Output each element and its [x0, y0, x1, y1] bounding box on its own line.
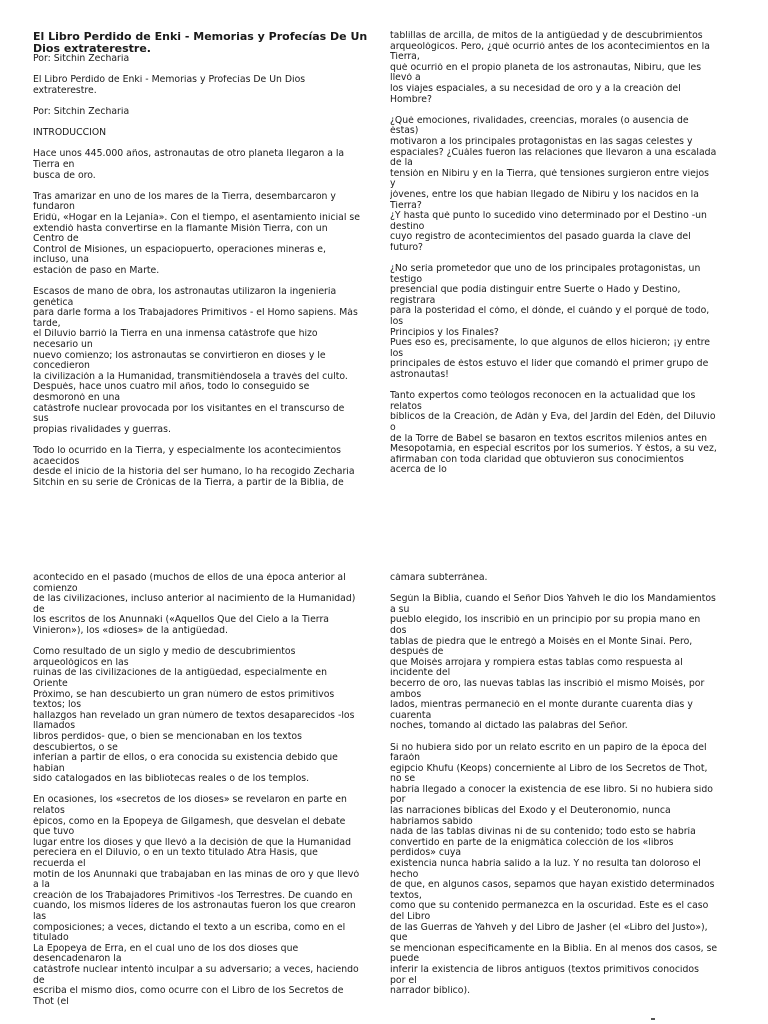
- text-line: fundaron: [33, 202, 75, 213]
- text-line: perdidos» cuya: [390, 848, 462, 859]
- text-line: astronautas!: [390, 370, 449, 380]
- text-line: que: [390, 933, 408, 944]
- text-line: convertido en parte de la enigmática colección de los «libros: [390, 837, 674, 848]
- text-line: Control de Misiones, un espaciopuerto, operaciones mineras e,: [33, 244, 326, 255]
- text-line: Tierra?: [390, 200, 422, 211]
- text-line: pereciera en el Diluvio, o en un texto titulado Atra Hasis, que: [33, 848, 318, 859]
- text-line: Tierra en: [33, 159, 75, 170]
- text-line: lugar entre los dioses y que llevó a la decisión de que la Humanidad: [33, 837, 352, 848]
- text-line: Pues eso es, precisamente, lo que algunos de ellos hicieron; ¡y entre: [390, 338, 711, 349]
- text-line: épicos, como en la Epopeya de Gilgamesh, que desvelan el debate: [33, 816, 346, 827]
- text-line: de las civilizaciones, incluso anterior al nacimiento de la Humanidad): [33, 594, 356, 605]
- paragraph: [33, 795, 373, 1007]
- text-line: Mesopotamia, en especial escritos por los sumerios. Y éstos, a su vez,: [390, 444, 717, 455]
- text-line: hallazgos han revelado un gran número de textos desaparecidos -los: [33, 710, 355, 721]
- text-line: los escritos de los Anunnaki («Aquellos Que del Cielo a la Tierra: [33, 615, 329, 626]
- text-line: En ocasiones, los «secretos de los dioses» se revelaron en parte en: [33, 795, 347, 806]
- text-line: nuevo comienzo; los astronautas se convirtieron en dioses y le: [33, 350, 326, 361]
- text-line: como que su contenido permanezca en la oscuridad. Éste es el caso: [390, 901, 709, 912]
- text-line: motín de los Anunnaki que trabajaban en las minas de oro y que llevó: [33, 869, 360, 880]
- paragraph: [390, 31, 730, 105]
- text-line: nada de las tablas divinas ni de su contenido; todo esto se habría: [390, 827, 696, 838]
- text-line: pueblo elegido, los inscribió en un principio por su propia mano en: [390, 615, 701, 626]
- paragraph: [33, 128, 373, 139]
- text-line: no se: [390, 774, 416, 785]
- text-line: sido catalogados en las bibliotecas reales o de los templos.: [33, 774, 310, 785]
- text-line: Todo lo ocurrido en la Tierra, y especialmente los acontecimientos: [33, 445, 341, 456]
- text-line: noches, tomando al dictado las palabras del Señor.: [390, 721, 628, 732]
- text-line: ¿Y hasta qué punto lo sucedido vino determinado por el Destino -un: [390, 211, 707, 222]
- text-line: los: [390, 348, 404, 359]
- text-line: libros perdidos- que, o bien se mencionaban en los textos: [33, 731, 302, 742]
- paragraph: [390, 116, 730, 254]
- text-line: Después, hace unos cuatro mil años, todo lo conseguido se: [33, 382, 310, 393]
- text-line: Centro de: [33, 234, 79, 245]
- text-line: desencadenaron la: [33, 954, 122, 965]
- text-line: hecho: [390, 869, 419, 880]
- text-line: registrara: [390, 295, 436, 306]
- text-line: los: [390, 317, 404, 328]
- page-edge-mark: [651, 1018, 655, 1020]
- title-line: El Libro Perdido de Enki - Memorias y Profecías De Un: [33, 31, 368, 43]
- text-line: concedieron: [33, 361, 90, 372]
- text-line: Como resultado de un siglo y medio de descubrimientos: [33, 647, 296, 658]
- text-line: relatos: [33, 806, 65, 817]
- text-line: cuyo registro de acontecimientos del pasado guarda la clave del: [390, 232, 691, 243]
- text-line: lados, mientras permaneció en el monte durante cuarenta días y: [390, 700, 693, 711]
- text-line: faraón: [390, 753, 421, 764]
- text-line: Oriente: [33, 678, 68, 689]
- text-line: la civilización a la Humanidad, transmitiéndosela a través del culto.: [33, 371, 348, 382]
- text-line: por el: [390, 975, 417, 986]
- text-line: egipcio Khufu (Keops) concerniente al Libro de los Secretos de Thot,: [390, 763, 708, 774]
- text-line: futuro?: [390, 242, 423, 253]
- text-line: busca de oro.: [33, 170, 96, 181]
- text-line: se mencionan específicamente en la Biblia. En al menos dos casos, se: [390, 943, 718, 954]
- text-line: INTRODUCCIÓN: [33, 128, 107, 139]
- paragraph: [33, 573, 373, 637]
- text-line: acontecido en el pasado (muchos de ellos de una época anterior al: [33, 573, 346, 583]
- paragraph: [390, 391, 730, 476]
- text-line: de la Torre de Babel se basaron en textos escritos milenios antes en: [390, 433, 708, 444]
- text-line: de las Guerras de Yahveh y del Libro de Jasher (el «Libro del Justo»),: [390, 922, 708, 933]
- text-line: extendió hasta convertirse en la flamante Misión Tierra, con un: [33, 223, 328, 234]
- text-line: Thot (el: [33, 996, 69, 1007]
- text-line: arqueológicos en las: [33, 657, 129, 668]
- paragraph: [390, 743, 730, 997]
- text-line: narrador bíblico).: [390, 986, 471, 997]
- text-line: textos; los: [33, 700, 82, 711]
- text-line: tensión en Nibiru y en la Tierra, qué tensiones surgieron entre viejos: [390, 168, 709, 179]
- text-line: del Libro: [390, 912, 431, 922]
- text-line: los viajes espaciales, a su necesidad de oro y a la creación del: [390, 83, 681, 94]
- page-1-column-right: [390, 31, 730, 487]
- text-line: sus: [33, 414, 49, 425]
- text-line: habríamos sabido: [390, 816, 473, 827]
- paragraph: [33, 107, 373, 118]
- text-line: de: [33, 975, 45, 986]
- paragraph: [390, 594, 730, 732]
- text-line: Principios y los Finales?: [390, 327, 499, 338]
- text-line: Si no hubiera sido por un relato escrito en un papiro de la época del: [390, 742, 707, 753]
- text-line: dos: [390, 625, 407, 636]
- text-line: creación de los Trabajadores Primitivos -los Terrestres. De cuando en: [33, 890, 353, 901]
- text-line: presencial que podía distinguir entre Suerte o Hado y Destino,: [390, 285, 681, 296]
- text-line: cámara subterránea.: [390, 573, 488, 583]
- text-line: relatos: [390, 401, 422, 412]
- text-line: para la posteridad el cómo, el dónde, el cuándo y el porqué de todo,: [390, 306, 710, 317]
- text-line: ruinas de las civilizaciones de la antigüedad, especialmente en: [33, 668, 327, 679]
- text-line: necesario un: [33, 340, 93, 351]
- text-line: de: [33, 604, 45, 615]
- text-line: Sitchin en su serie de Crónicas de la Tierra, a partir de la Biblia, de: [33, 477, 344, 488]
- page-2-column-right: [390, 573, 730, 1007]
- page-1-column-left: [33, 31, 373, 499]
- text-line: desde el inicio de la historia del ser humano, lo ha recogido Zecharia: [33, 467, 355, 478]
- text-line: composiciones; a veces, dictando el texto a un escriba, como en el: [33, 922, 346, 933]
- text-line: descubiertos, o se: [33, 742, 118, 753]
- text-line: recuerda el: [33, 859, 86, 870]
- text-line: Tras amarizar en uno de los mares de la Tierra, desembarcaron y: [33, 191, 336, 202]
- text-line: inferir la existencia de libros antiguos (textos primitivos conocidos: [390, 964, 699, 975]
- text-line: el Diluvio barrió la Tierra en una inmensa catástrofe que hizo: [33, 329, 318, 340]
- text-line: estación de paso en Marte.: [33, 265, 160, 276]
- text-line: genética: [33, 297, 74, 308]
- paragraph: [390, 573, 730, 584]
- text-line: espaciales? ¿Cuáles fueron las relaciones que llevaron a una escalada: [390, 147, 717, 158]
- text-line: afirmaban con toda claridad que obtuvieron sus conocimientos: [390, 454, 684, 465]
- text-line: Hace unos 445.000 años, astronautas de otro planeta llegaron a la: [33, 149, 345, 160]
- text-line: catástrofe nuclear provocada por los visitantes en el transcurso de: [33, 403, 345, 414]
- paragraph: [33, 54, 373, 65]
- text-line: destino: [390, 221, 425, 232]
- text-line: ¿No sería prometedor que uno de los principales protagonistas, un: [390, 264, 701, 275]
- text-line: a la: [33, 880, 50, 891]
- text-line: habría llegado a conocer la existencia de ese libro. Si no hubiera sido: [390, 784, 713, 795]
- paragraph: [33, 192, 373, 277]
- text-line: incluso, una: [33, 255, 89, 266]
- text-line: Tierra,: [390, 52, 420, 63]
- text-line: La Epopeya de Erra, en el cual uno de los dos dioses que: [33, 943, 299, 954]
- text-line: de que, en algunos casos, sepamos que hayan existido determinados: [390, 880, 715, 891]
- paragraph: [33, 287, 373, 435]
- paragraph: [33, 647, 373, 785]
- text-line: tablillas de arcilla, de mitos de la antigüedad y de descubrimientos: [390, 31, 703, 41]
- text-line: de la: [390, 158, 413, 169]
- text-line: tablas de piedra que le entregó a Moisés en el Monte Sinaí. Pero,: [390, 636, 693, 647]
- text-line: Tanto expertos como teólogos reconocen en la actualidad que los: [390, 391, 696, 402]
- text-line: éstas): [390, 126, 419, 137]
- text-line: Por: Sitchin Zecharia: [33, 106, 130, 117]
- text-line: o: [390, 422, 396, 433]
- text-line: que tuvo: [33, 827, 75, 838]
- paragraph: [33, 149, 373, 181]
- text-line: habían: [33, 763, 65, 774]
- text-line: desmoronó en una: [33, 393, 121, 403]
- text-line: Eridú, «Hogar en la Lejanía». Con el tiempo, el asentamiento inicial se: [33, 212, 360, 223]
- text-line: las narraciones bíblicas del Éxodo y el Deuteronomio, nunca: [390, 806, 671, 817]
- text-line: existencia nunca habría salido a la luz. Y no resulta tan doloroso el: [390, 859, 701, 870]
- text-line: ambos: [390, 689, 422, 700]
- text-line: propias rivalidades y guerras.: [33, 424, 171, 435]
- text-line: catástrofe nuclear intentó inculpar a su adversario; a veces, haciendo: [33, 964, 359, 975]
- text-line: inferían a partir de ellos, o era conocida su existencia debido que: [33, 753, 338, 764]
- text-line: escriba el mismo dios, como ocurre con el Libro de los Secretos de: [33, 986, 344, 997]
- text-line: que Moisés arrojara y rompiera estas tablas como respuesta al: [390, 657, 683, 668]
- text-line: y: [390, 179, 396, 190]
- title-line: Dios extraterestre.: [33, 42, 151, 54]
- document-title: [33, 31, 373, 54]
- text-line: llamados: [33, 721, 76, 732]
- text-line: las: [33, 912, 47, 922]
- text-line: qué ocurrió en el propio planeta de los astronautas, Nibiru, que les: [390, 62, 702, 73]
- text-line: tarde,: [33, 318, 61, 329]
- text-line: extraterestre.: [33, 85, 97, 96]
- text-line: por: [390, 795, 406, 806]
- text-line: titulado: [33, 933, 69, 944]
- text-line: cuando, los mismos líderes de los astronautas fueron los que crearon: [33, 901, 356, 912]
- text-line: llevó a: [390, 73, 421, 84]
- text-line: comienzo: [33, 583, 78, 594]
- text-line: para darle forma a los Trabajadores Primitivos - el Homo sapiens. Más: [33, 308, 358, 319]
- text-line: arqueológicos. Pero, ¿qué ocurrió antes de los acontecimientos en la: [390, 41, 710, 52]
- text-line: Escasos de mano de obra, los astronautas utilizaron la ingeniería: [33, 287, 337, 298]
- text-line: Hombre?: [390, 94, 432, 105]
- text-line: a su: [390, 604, 410, 615]
- paragraph: [390, 264, 730, 381]
- text-line: textos,: [390, 890, 422, 901]
- page-2-column-left: [33, 573, 373, 1018]
- text-line: becerro de oro, las nuevas tablas las inscribió el mismo Moisés, por: [390, 678, 705, 689]
- text-line: puede: [390, 954, 420, 965]
- text-line: acerca de lo: [390, 465, 447, 476]
- text-line: motivaron a los principales protagonistas en las sagas celestes y: [390, 136, 693, 147]
- text-line: Vinieron»), los «dioses» de la antigüedad.: [33, 625, 228, 636]
- text-line: bíblicos de la Creación, de Adán y Eva, del Jardín del Edén, del Diluvio: [390, 412, 716, 423]
- text-line: cuarenta: [390, 710, 432, 721]
- text-line: acaecidos: [33, 456, 80, 467]
- text-line: principales de éstos estuvo el líder que comandó el primer grupo de: [390, 359, 709, 370]
- text-line: incidente del: [390, 668, 451, 679]
- paragraph: [33, 446, 373, 488]
- paragraph: [33, 75, 373, 96]
- text-line: ¿Qué emociones, rivalidades, creencias, morales (o ausencia de: [390, 115, 689, 126]
- text-line: Por: Sitchin Zecharia: [33, 54, 130, 64]
- text-line: jóvenes, entre los que habían llegado de Nibiru y los nacidos en la: [390, 189, 699, 200]
- text-line: Según la Biblia, cuando el Señor Dios Yahveh le dio los Mandamientos: [390, 594, 716, 605]
- text-line: Próximo, se han descubierto un gran número de estos primitivos: [33, 689, 335, 700]
- text-line: después de: [390, 647, 444, 658]
- text-line: testigo: [390, 274, 423, 285]
- text-line: El Libro Perdido de Enki - Memorias y Profecías De Un Dios: [33, 75, 306, 86]
